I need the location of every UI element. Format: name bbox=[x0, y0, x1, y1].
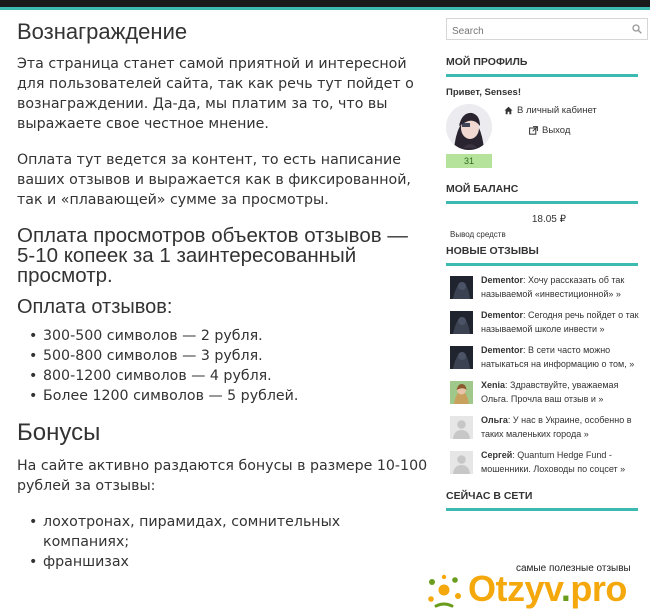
review-excerpt[interactable]: : В сети часто можно натыкаться на информацию о том, » bbox=[481, 345, 635, 369]
profile-row bbox=[446, 104, 650, 174]
review-excerpt[interactable]: : Здравствуйте, уважаемая Ольга. Прочла ваш отзыв и » bbox=[481, 380, 619, 404]
review-item[interactable] bbox=[446, 273, 650, 301]
rate-item: • 800-1200 символов — 4 рубля. bbox=[29, 366, 429, 386]
profile-widget bbox=[446, 56, 650, 174]
article bbox=[17, 18, 429, 586]
review-author[interactable]: Dementor bbox=[481, 310, 524, 320]
points-badge: 31 bbox=[446, 154, 492, 168]
profile-greeting: Привет, Senses! bbox=[446, 87, 521, 98]
review-avatar bbox=[450, 416, 473, 439]
review-avatar bbox=[450, 276, 473, 299]
review-text bbox=[481, 448, 641, 476]
review-excerpt[interactable]: : Хочу рассказать об так называемой «инвестиционной» » bbox=[481, 275, 625, 299]
review-author[interactable]: Dementor bbox=[481, 345, 524, 355]
logo-main: Otzyv bbox=[468, 568, 561, 609]
site-tagline: самые полезные отзывы bbox=[516, 563, 631, 574]
logo-wordmark bbox=[468, 566, 627, 612]
online-widget bbox=[446, 490, 650, 511]
top-bar-accent bbox=[0, 7, 650, 10]
review-author[interactable]: Ольга bbox=[481, 415, 508, 425]
review-author[interactable]: Dementor bbox=[481, 275, 524, 285]
logo-dot: . bbox=[560, 568, 571, 609]
rate-item: • 500-800 символов — 3 рубля. bbox=[29, 346, 429, 366]
withdraw-link[interactable]: Вывод средств bbox=[450, 230, 506, 239]
profile-widget-title: МОЙ ПРОФИЛЬ bbox=[446, 56, 638, 77]
review-avatar bbox=[450, 311, 473, 334]
sidebar bbox=[446, 18, 650, 511]
review-avatar bbox=[450, 346, 473, 369]
page-title: Вознаграждение bbox=[17, 19, 188, 44]
review-text bbox=[481, 413, 641, 441]
review-excerpt[interactable]: : У нас в Украине, особенно в таких маленьких города » bbox=[481, 415, 632, 439]
bonus-paragraph: На сайте активно раздаются бонусы в размере 10-100 рублей за отзывы: bbox=[17, 458, 428, 494]
reviews-widget-title: НОВЫЕ ОТЗЫВЫ bbox=[446, 245, 638, 266]
sparkle-logo-icon bbox=[424, 572, 464, 612]
home-icon bbox=[504, 106, 513, 115]
exit-link-label: Выход bbox=[542, 125, 571, 136]
top-bar bbox=[0, 0, 650, 10]
review-item[interactable] bbox=[446, 413, 650, 441]
review-text bbox=[481, 378, 641, 406]
review-author[interactable]: Xenia bbox=[481, 380, 506, 390]
site-logo[interactable] bbox=[424, 566, 650, 613]
cabinet-link[interactable] bbox=[504, 105, 597, 116]
search-box bbox=[446, 18, 648, 40]
review-excerpt[interactable]: : Сегодня речь пойдет о так называемой школе инвести » bbox=[481, 310, 639, 334]
review-item[interactable] bbox=[446, 308, 650, 336]
review-text bbox=[481, 308, 641, 336]
avatar[interactable] bbox=[446, 104, 492, 150]
exit-link[interactable] bbox=[529, 125, 570, 136]
bonus-item: • франшизах bbox=[29, 552, 429, 572]
bonus-list bbox=[29, 512, 429, 572]
rate-item: • Более 1200 символов — 5 рублей. bbox=[29, 386, 429, 406]
review-item[interactable] bbox=[446, 448, 650, 476]
payment-paragraph: Оплата тут ведется за контент, то есть написание ваших отзывов и выражается как в фиксированной, так и «плавающей» сумме за просмотры. bbox=[17, 152, 411, 208]
search-input[interactable] bbox=[447, 22, 617, 42]
review-item[interactable] bbox=[446, 343, 650, 371]
review-excerpt[interactable]: : Quantum Hedge Fund - мошенники. Лоховоды по соцсет » bbox=[481, 450, 626, 474]
review-avatar bbox=[450, 451, 473, 474]
intro-paragraph: Эта страница станет самой приятной и интересной для пользователей сайта, так как речь тут пойдет о вознаграждении. Да-да, мы платим за то, что вы выражаете свое честное мнение. bbox=[17, 56, 414, 132]
bonus-heading: Бонусы bbox=[17, 419, 101, 446]
cabinet-link-label: В личный кабинет bbox=[517, 105, 597, 116]
balance-amount: 18.05 ₽ bbox=[531, 214, 566, 225]
avatar-image bbox=[446, 104, 492, 150]
review-text bbox=[481, 273, 641, 301]
online-widget-title: СЕЙЧАС В СЕТИ bbox=[446, 490, 638, 511]
review-item[interactable] bbox=[446, 378, 650, 406]
bonus-item: • лохотронах, пирамидах, сомнительных компаниях; bbox=[29, 512, 429, 552]
reviews-payment-heading: Оплата отзывов: bbox=[17, 296, 173, 318]
review-author[interactable]: Сергей bbox=[481, 450, 513, 460]
external-link-icon bbox=[529, 126, 538, 135]
views-payment-heading: Оплата просмотров объектов отзывов — 5-10 копеек за 1 заинтересованный просмотр. bbox=[17, 224, 408, 287]
new-reviews-widget bbox=[446, 245, 650, 476]
rates-list bbox=[29, 326, 429, 406]
review-avatar bbox=[450, 381, 473, 404]
rate-item: • 300-500 символов — 2 рубля. bbox=[29, 326, 429, 346]
balance-widget-title: МОЙ БАЛАНС bbox=[446, 183, 638, 204]
review-text bbox=[481, 343, 641, 371]
search-icon[interactable] bbox=[632, 24, 642, 34]
balance-widget bbox=[446, 183, 650, 239]
logo-tld: pro bbox=[570, 568, 627, 609]
